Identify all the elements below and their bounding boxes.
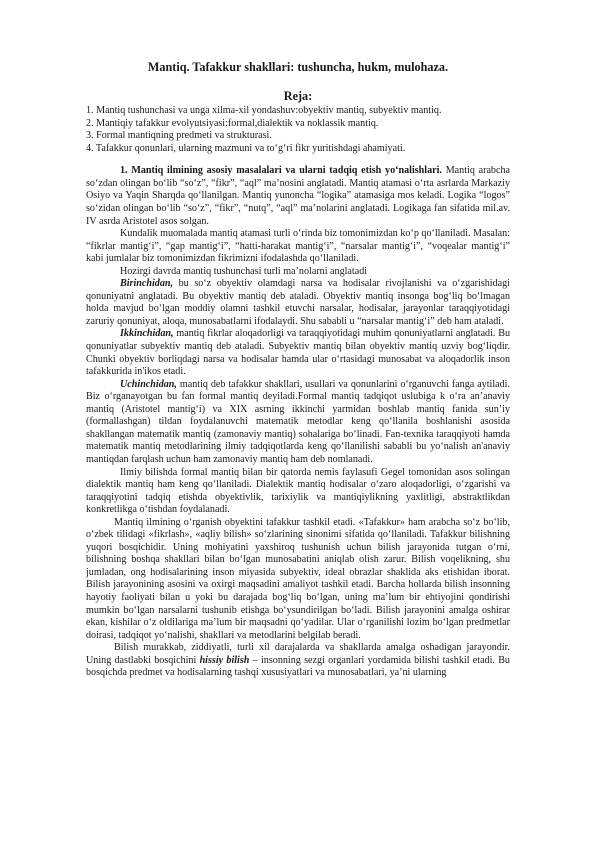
paragraph-text: bu so‘z obyektiv olamdagi narsa va hodisalar rivojlanishi va o‘zgarishidagi qonuniyatni anglatadi. Bu obyektiv mantiq deb ataladi. Obyektiv mantiq insonga bog‘liq bo‘lmagan holda mavjud bo‘lgan moddiy olamni tashkil etuvchi narsalar, hodisalar, jarayonlar taraqqiyotidagi zaruriy qonuniyat, aloqa, munosabatlarni ifodalaydi. Shu sababli u “narsalar mantig‘i” deb ham ataladi. — [86, 278, 510, 327]
paragraph-2: Kundalik muomalada mantiq atamasi turli o‘rinda biz tomonimizdan ko‘p qo‘llaniladi. Masalan: “fikrlar mantig‘i”, “gap mantig‘i”, “hatti-harakat mantig‘i”, “narsalar mantig‘i”, “voqealar mantig‘i” kabi jumlalar biz tomonimizdan fikrimizni ifodalashda qo‘llaniladi. — [86, 228, 510, 265]
plan-heading: Reja: — [283, 89, 313, 103]
plan-list — [86, 105, 510, 155]
paragraph-9 — [86, 642, 510, 680]
lead-word: Birinchidan, — [120, 278, 174, 290]
section-heading: 1. Mantiq ilmining asosiy masalalari va ularni tadqiq etish yo‘nalishlari. — [120, 165, 442, 177]
paragraph-6 — [86, 379, 510, 467]
plan-item: 4. Tafakkur qonunlari, ularning mazmuni va to‘g‘ri fikr yuritishdagi ahamiyati. — [86, 142, 406, 154]
paragraph-text: – insonning sezgi organlari yordamida bilishi tashkil etadi. Bu bosqichda predmet va hodisalarning tashqi xususiyatlari va munosabatlari, ya’ni ularning — [86, 654, 510, 679]
paragraph-8: Mantiq ilmining o‘rganish obyektini tafakkur tashkil etadi. «Tafakkur» ham arabcha so‘z bo‘lib, o‘zbek tilidagi «fikrlash», «aqliy bilish» so‘zlarining sinonimi sifatida qo‘llaniladi. Tafakkur bilishning yuqori bosqichidir. Uning mohiyatini yaxshiroq tushunish uchun bilish jarayonida tutgan o‘rni, bilishning boshqa shakllari bilan bo‘lgan munosabatini aniqlab olish zarur. Bilish voqelikning, shu jumladan, ong hodisalarining inson miyasida subyektiv, ideal obrazlar shaklida aks etishidan iborat. Bilish jarayonining asosini va oxirgi maqsadini amaliyot tashkil etadi. Barcha hollarda bilish insonning hayotiy faoliyati bilan u yoki bu darajada bog‘liq bo‘lgan, uning ma’lum bir ehtiyojini qondirishi mumkin bo‘lgan narsalarni tushunib etishga bo‘ysundirilgan bo‘ladi. Bilish jarayonini amalga oshirar ekan, kishilar o‘z oldilariga ma’lum bir maqsadni qo‘yadilar. Ular o‘rganilishi lozim bo‘lgan predmetlar doirasi, tadqiqot yo‘nalishi, shakllari va metodlarini belgilab beradi. — [86, 516, 510, 641]
paragraph-1 — [86, 165, 510, 228]
document-title: Mantiq. Tafakkur shakllari: tushuncha, hukm, mulohaza. — [147, 60, 449, 74]
paragraph-text: mantiq fikrlar aloqadorligi va taraqqiyotidagi muhim qonuniyatlarni anglatadi. Bu qonuniyatlar subyektiv mantiq deb ataladi. Subyektiv mantiq bilan obyektiv mantiq uzviy bog‘liqdir. Chunki obyektiv borliqdagi narsa va hodisalar hamda ular o‘rtasidagi munosabat va aloqadorlik inson tafakkurida in'ikos etadi. — [86, 328, 510, 378]
paragraph-text: Bilish murakkab, ziddiyatli, turli xil darajalarda va shakllarda amalga oshadigan jarayondir. Uning dastlabki bosqichini — [86, 642, 510, 666]
lead-word: Uchinchidan, — [120, 378, 177, 390]
paragraph-7: Ilmiy bilishda formal mantiq bilan bir qatorda nemis faylasufi Gegel tomonidan asos solingan dialektik mantiq ham keng qo‘llaniladi. Dialektik mantiq hodisalar o‘zaro aloqadorligi, o‘zgarishi va taraqqiyotini tadqiq etishda obyektivlik, tarixiylik va mantiqiylikning yaxlitligi, abstraktlikdan konkretlikga o‘tishdan foydalanadi. — [86, 466, 510, 516]
emphasis-term: hissiy bilish — [199, 654, 250, 666]
paragraph-4 — [86, 278, 510, 328]
document-page — [86, 60, 510, 680]
document-body — [86, 165, 510, 679]
lead-word: Ikkinchidan, — [120, 328, 174, 340]
paragraph-text: Mantiq arabcha so‘zdan olingan bo‘lib “so‘z”, “fikr”, “aql” ma’nosini anglatadi. Mantiq atamasi o‘rta asrlarda Markaziy Osiyo va Yaqin Sharqda qo‘llanilgan. Mantiq yunoncha “logika” atamasiga mos keladi. Logika “logos” so‘zidan olingan bo‘lib “so‘z”, “fikr”, “nutq”, “aql” ma’nolarini anglatadi. Logikaga fan sifatida mil.av. IV asrda Aristotel asos solgan. — [86, 165, 510, 227]
plan-item: 3. Formal mantiqning predmeti va strukturasi. — [86, 130, 272, 142]
plan-item: 1. Mantiq tushunchasi va unga xilma-xil yondashuv:obyektiv mantiq, subyektiv mantiq. — [86, 105, 442, 116]
paragraph-5 — [86, 328, 510, 378]
paragraph-3: Hozirgi davrda mantiq tushunchasi turli ma’nolarni anglatadi — [120, 265, 368, 277]
plan-item: 2. Mantiqiy tafakkur evolyutsiyasi:formal,dialektik va noklassik mantiq. — [86, 117, 379, 129]
paragraph-text: mantiq deb tafakkur shakllari, usullari va qonunlarini o‘rganuvchi fanga aytiladi. Biz o‘rganayotgan bu fan formal mantiq deyiladi.Formal mantiq tadqiqot uslubiga k o‘ra an’anaviy mantiq (Aristotel mantig‘i) va XIX asrning ikkinchi yarmidan boshlab mantiq fanida sun’iy (formallashgan) tildan foydalanuvchi matematik metodlar keng qo‘llanila boshlanishi asosida shakllangan matematik mantiq (zamonaviy mantiq) sohalariga bo‘linadi. Fan-texnika taraqqiyoti hamda matematik mantiq metodlarining ilmiy tadqiqotlarda keng qo‘llanilishi sababli bu yo‘nalish an'anaviy mantiqdan farqlash uchun ham zamonaviy mantiq ham deb nomlanadi. — [86, 378, 510, 465]
